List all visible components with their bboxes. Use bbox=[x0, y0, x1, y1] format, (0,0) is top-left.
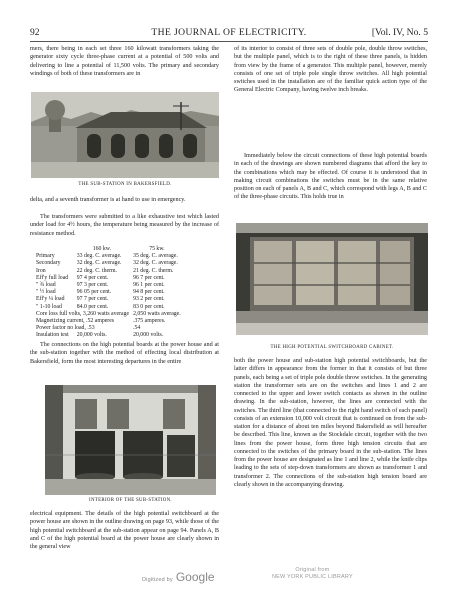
test-table-cell: 97 4 per cent. bbox=[76, 274, 109, 281]
library-source bbox=[272, 567, 353, 581]
test-table-cell: Core loss full volts, 3,260 watts average bbox=[36, 310, 130, 317]
interior-photo-caption: INTERIOR OF THE SUB-STATION. bbox=[89, 498, 172, 503]
left-paragraph-2: delta, and a seventh transformer is at hand to use in emergency. bbox=[30, 197, 186, 203]
test-table-cell: 83 0 per cent. bbox=[133, 303, 165, 310]
left-paragraph-1: mers, there being in each set three 160 kilowatt transformers taking the generator sixty cycle three-phase current at a potential of 500 volts and delivering to line a potential of 11,500 volts. The primary and secondary windings of both of these transformers are in bbox=[30, 46, 219, 77]
digitized-by-google bbox=[142, 570, 215, 584]
left-paragraph-3: The transformers were submitted to a like exhaustive test which lasted under load for 4½ hours, the temperature being measured by the increase of resistance method. bbox=[30, 214, 219, 237]
test-table-cell: 35 deg. C. average. bbox=[133, 253, 178, 260]
test-table-cell: 33 deg. C. average. bbox=[76, 253, 122, 260]
test-table-cell: Eff'y full load bbox=[36, 274, 69, 281]
test-table-row bbox=[36, 260, 187, 267]
left-paragraph-5: electrical equipment. The details of the high potential switchboard at the power house are shown in the outline drawing on page 93, while those of the high potential switchboard at the sub-station appear on page 94. Panels A, B and C of the high potential board at the power house are clearly shown in the general view bbox=[30, 511, 219, 550]
test-table-cell: 20,000 volts. bbox=[76, 332, 107, 339]
library-name: NEW YORK PUBLIC LIBRARY bbox=[272, 574, 353, 580]
substation-interior-photo bbox=[45, 385, 216, 495]
test-table-cell: Power factor no load, .53 bbox=[36, 325, 95, 332]
test-table-row bbox=[36, 275, 187, 282]
test-table-cell: 94 8 per cent. bbox=[133, 289, 165, 296]
test-table-cell: 96 05 per cent. bbox=[76, 289, 112, 296]
test-table-row bbox=[36, 282, 187, 289]
volume-issue: [Vol. IV, No. 5 bbox=[371, 27, 428, 38]
test-table-cell: .54 bbox=[133, 325, 141, 332]
test-table-cell: Iron bbox=[36, 267, 46, 274]
test-table-cell: Insulation test bbox=[36, 332, 69, 339]
test-table-cell: 21 deg. C. therm. bbox=[133, 267, 174, 274]
test-table-cell: 97 3 per cent. bbox=[76, 282, 109, 289]
substation-exterior-photo bbox=[31, 92, 219, 178]
test-table-cell: " ¾ load bbox=[36, 282, 56, 289]
test-table-cell: 32 deg. C. average. bbox=[133, 260, 178, 267]
left-paragraph-4: The connections on the high potential boards at the power house and at the sub-station together with the method of effecting local distribution at Bakersfield, form the most interesting departures in the entire bbox=[30, 342, 219, 365]
right-paragraph-2: Immediately below the circuit connections of these high potential boards in each of the drawings are shown numbered diagrams that afford the key to the combinations which may be effected. Of course it is understood that in making circuit combinations the switches must be in the same relative position on each of panels A, B and C, which correspond with legs A, B and C of the three-phase circuits. This holds true in bbox=[234, 153, 427, 201]
test-table-cell: " ½ load bbox=[36, 289, 56, 296]
running-header bbox=[30, 27, 428, 41]
test-table-row bbox=[36, 325, 187, 332]
test-table-cell: 97 7 per cent. bbox=[76, 296, 109, 303]
test-table-cell: Eff'y ¼ load bbox=[36, 296, 65, 303]
test-table-cell: 96 7 per cent. bbox=[133, 274, 165, 281]
original-from-label: Original from bbox=[295, 567, 330, 573]
test-table-row bbox=[36, 268, 187, 275]
test-table-cell: 32 deg. C. average. bbox=[76, 260, 122, 267]
switchboard-cabinet-photo bbox=[236, 223, 428, 335]
digitized-label: Digitized by bbox=[142, 577, 173, 583]
exterior-photo-caption: THE SUB-STATION IN BAKERSFIELD. bbox=[78, 182, 172, 187]
test-table-row bbox=[36, 253, 187, 260]
google-logo: Google bbox=[175, 570, 215, 584]
switchboard-photo-caption: THE HIGH POTENTIAL SWITCHBOARD CABINET. bbox=[270, 345, 394, 350]
test-table-cell: " 1-10 load bbox=[36, 303, 62, 310]
journal-title: THE JOURNAL OF ELECTRICITY. bbox=[151, 27, 307, 38]
test-table-cell: 84.0 per cent. bbox=[76, 303, 109, 310]
test-table-cell: Magnetizing current, .52 amperes bbox=[36, 318, 115, 325]
test-table-cell: 75 kw. bbox=[149, 246, 165, 252]
test-table-row bbox=[36, 332, 187, 339]
right-paragraph-1: of its interior to consist of three sets of double pole, double throw switches, but the multiple panel, which is to the right of these three panels, is hidden from view by the frame of a generator. This multiple panel, however, merely consists of one set of triple pole single throw switches. All high potential switches used in the installation are of the familiar quick action type of the General Electric Company, having twelve inch breaks. bbox=[234, 46, 427, 94]
test-table-row bbox=[36, 304, 187, 311]
test-table-row bbox=[36, 296, 187, 303]
test-table-cell: Primary bbox=[36, 253, 55, 260]
test-table-cell: 22 deg. C. therm. bbox=[76, 267, 117, 274]
header-rule bbox=[30, 41, 428, 42]
test-table-cell: .375 amperes. bbox=[133, 318, 166, 325]
test-table-cell: 20,000 volts. bbox=[133, 332, 164, 339]
test-table-cell: Secondary bbox=[36, 260, 61, 267]
right-paragraph-3: both the power house and sub-station high potential switchboards, but the latter differs in appearance from the former in that it consists of but three panels, each being a set of triple pole double throw switches. In the generating station the transformer sets are on the switches and lines 1 and 2 are connected to the upper and lower switch contacts as shown in the outline drawing. In the sub-station, however, the lines are connected with the switches. The third line (that connected to the right hand switch of each panel) consists of an extension 10,000 volt circuit that is continued on from the sub-station for a distance of about ten miles beyond Bakersfield as will hereafter be described. This line, known as the Stockdale circuit, together with the two lines from the power house, form three high tension circuits that are connected to the switches of the primary board in the sub-station. The lines from the power house are designated as line 1 and line 2, while the knife clips leading to the sets of step-down transformers are shown as transformer 1 and transformer 2. The connections of the sub-station high tension board are clearly shown in the accompanying drawing. bbox=[234, 358, 427, 488]
test-table-cell: 2,050 watts average. bbox=[133, 310, 181, 317]
test-table-cell bbox=[36, 246, 77, 253]
test-table-cell: 93 2 per cent. bbox=[133, 296, 165, 303]
test-table-cell: 160 kw. bbox=[92, 246, 112, 252]
page-number: 92 bbox=[30, 27, 40, 38]
test-table-header bbox=[36, 246, 187, 253]
transformer-test-table bbox=[36, 246, 187, 340]
test-table-row bbox=[36, 311, 187, 318]
test-table-cell: 96 1 per cent. bbox=[133, 282, 165, 289]
